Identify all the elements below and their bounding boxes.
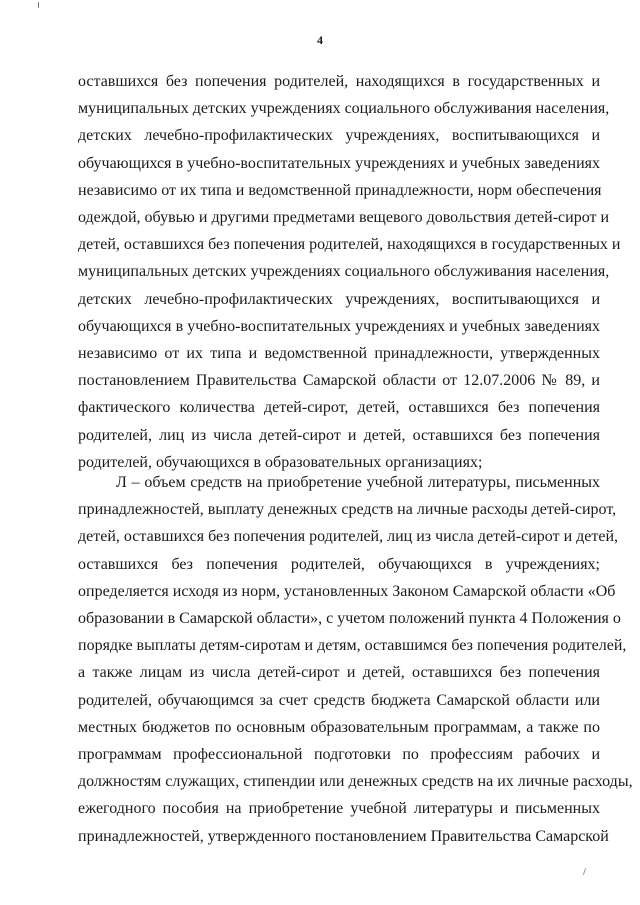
text-line: принадлежностей, утвержденного постановлением Правительства Самарской: [78, 827, 609, 845]
text-line: одеждой, обувью и другими предметами вещевого довольствия детей-сирот и: [78, 209, 610, 226]
text-line: программам профессиональной подготовки по профессиям рабочих и: [78, 746, 600, 763]
text-line: детских лечебно-профилактических учреждениях, воспитывающихся и: [78, 127, 600, 145]
scan-artifact: [38, 2, 39, 8]
text-line: постановлением Правительства Самарской области от 12.07.2006 № 89, и: [78, 372, 600, 390]
text-line: обучающихся в учебно-воспитательных учреждениях и учебных заведениях: [78, 317, 600, 335]
text-line: детей, оставшихся без попечения родителей, находящихся в государственных и: [78, 236, 621, 254]
scan-artifact: [583, 868, 586, 875]
text-line: родителей, обучающимся за счет средств бюджета Самарской области или: [78, 691, 600, 709]
text-line: оставшихся без попечения родителей, находящихся в государственных и: [78, 73, 600, 90]
text-line: независимо от их типа и ведомственной принадлежности, норм обеспечения: [78, 181, 602, 199]
text-line: местных бюджетов по основным образовательным программам, а также по: [78, 718, 600, 736]
text-line: детских лечебно-профилактических учреждениях, воспитывающихся и: [78, 290, 600, 308]
text-line: детей, оставшихся без попечения родителей, лиц из числа детей-сирот и детей,: [78, 528, 619, 546]
text-line: порядке выплаты детям-сиротам и детям, оставшимся без попечения родителей,: [78, 637, 627, 655]
text-line: принадлежностей, выплату денежных средств на личные расходы детей-сирот,: [78, 501, 617, 519]
text-line: Л – объем средств на приобретение учебной литературы, письменных: [116, 474, 600, 491]
text-line: определяется исходя из норм, установленных Законом Самарской области «Об: [78, 582, 616, 600]
text-line: оставшихся без попечения родителей, обучающихся в учреждениях;: [78, 555, 600, 573]
text-line: должностям служащих, стипендии или денежных средств на их личные расходы,: [78, 773, 633, 791]
page-number: 4: [317, 33, 323, 47]
text-line: муниципальных детских учреждениях социального обслуживания населения,: [78, 263, 610, 281]
text-line: родителей, обучающихся в образовательных организациях;: [78, 453, 483, 471]
text-line: фактического количества детей-сирот, детей, оставшихся без попечения: [78, 399, 600, 417]
text-line: муниципальных детских учреждениях социального обслуживания населения,: [78, 100, 610, 118]
text-line: ежегодного пособия на приобретение учебной литературы и письменных: [78, 800, 600, 818]
text-line: родителей, лиц из числа детей-сирот и детей, оставшихся без попечения: [78, 426, 600, 444]
text-line: независимо от их типа и ведомственной принадлежности, утвержденных: [78, 345, 600, 362]
text-line: образовании в Самарской области», с учетом положений пункта 4 Положения о: [78, 610, 621, 627]
text-line: обучающихся в учебно-воспитательных учреждениях и учебных заведениях: [78, 154, 600, 172]
text-line: а также лицам из числа детей-сирот и детей, оставшихся без попечения: [78, 664, 600, 682]
